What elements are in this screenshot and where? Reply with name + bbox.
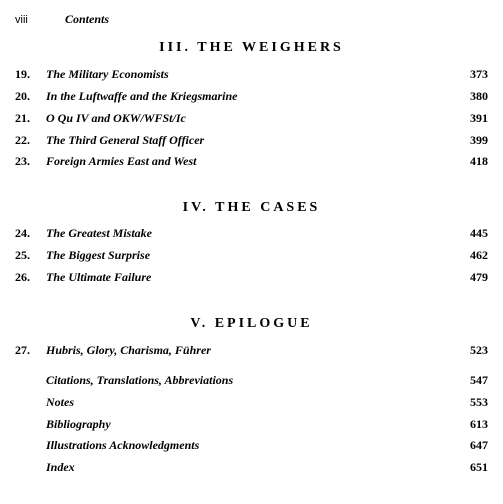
chapter-number: 21. [15,111,30,125]
back-matter-entry [0,459,503,475]
part-heading-epilogue: V. EPILOGUE [190,316,313,331]
part-heading-weighers: III. THE WEIGHERS [159,40,344,55]
chapter-title: The Greatest Mistake [46,226,152,240]
chapter-number: 19. [15,67,30,81]
chapter-number: 26. [15,270,30,284]
back-matter-title: Citations, Translations, Abbreviations [46,373,234,387]
chapter-title: The Ultimate Failure [46,270,152,284]
back-matter-entry [0,372,503,388]
page-number: 418 [470,154,488,168]
chapter-number: 25. [15,248,30,262]
page-number: 445 [470,226,488,240]
back-matter-entry [0,416,503,432]
page-number: 380 [470,89,488,103]
toc-entry [0,88,503,104]
toc-entry [0,132,503,148]
chapter-title: Hubris, Glory, Charisma, Führer [46,343,211,357]
page-number: 373 [470,67,488,81]
page-number: 553 [470,395,488,409]
chapter-title: Foreign Armies East and West [46,154,197,168]
toc-entry [0,110,503,126]
chapter-number: 24. [15,226,30,240]
page-number: 462 [470,248,488,262]
page-number: 613 [470,417,488,431]
toc-entry [0,247,503,263]
page-folio: viii [15,14,28,26]
running-head [15,12,109,27]
chapter-title: The Third General Staff Officer [46,133,205,147]
part-heading-cases: IV. THE CASES [182,200,321,215]
chapter-title: The Military Economists [46,67,169,81]
page-number: 647 [470,438,488,452]
page-number: 523 [470,343,488,357]
chapter-number: 27. [15,343,30,357]
toc-entry [0,342,503,358]
chapter-number: 22. [15,133,30,147]
chapter-number: 23. [15,154,30,168]
toc-entry [0,153,503,169]
back-matter-title: Illustrations Acknowledgments [46,438,200,452]
toc-entry [0,269,503,285]
back-matter-title: Notes [46,395,74,409]
toc-entry [0,66,503,82]
running-head-title: Contents [65,12,110,26]
back-matter-title: Index [46,460,75,474]
toc-entry [0,225,503,241]
page-number: 651 [470,460,488,474]
chapter-title: The Biggest Surprise [46,248,151,262]
chapter-number: 20. [15,89,30,103]
back-matter-title: Bibliography [46,417,111,431]
page-number: 479 [470,270,488,284]
page-number: 391 [470,111,488,125]
back-matter-entry [0,437,503,453]
page-number: 399 [470,133,488,147]
chapter-title: O Qu IV and OKW/WFSt/Ic [46,111,186,125]
page-number: 547 [470,373,488,387]
chapter-title: In the Luftwaffe and the Kriegsmarine [46,89,238,103]
back-matter-entry [0,394,503,410]
